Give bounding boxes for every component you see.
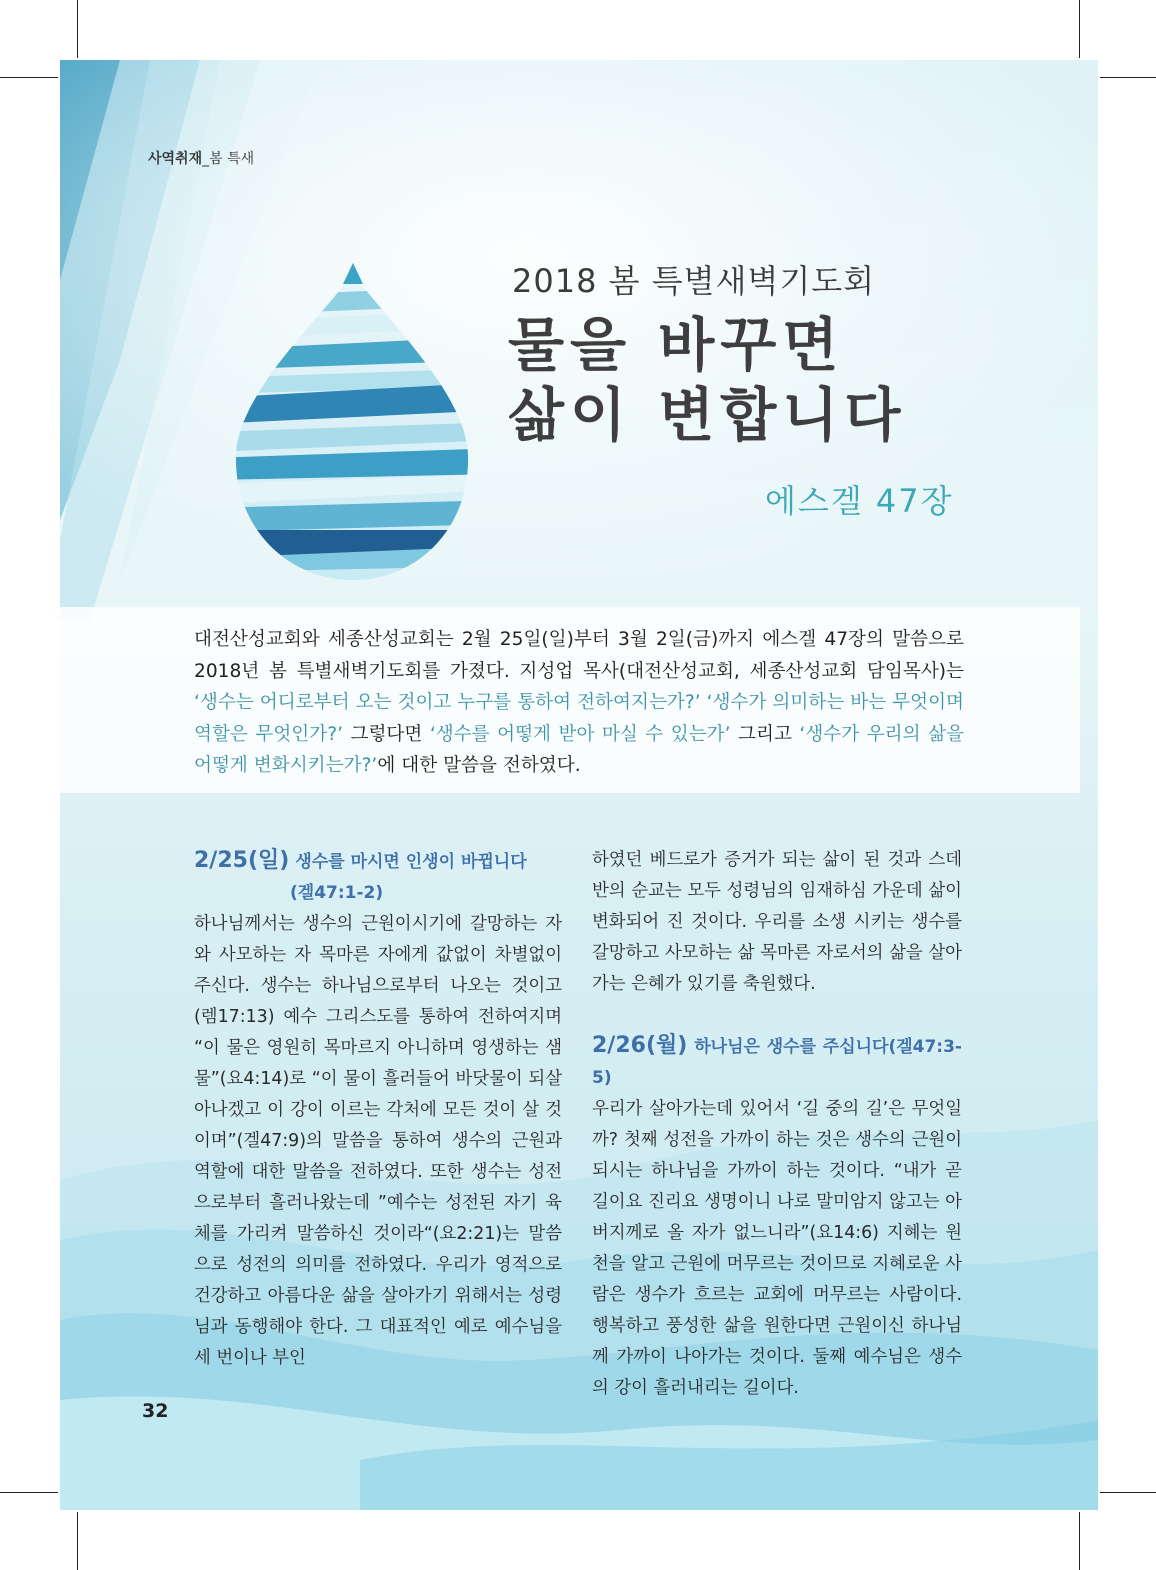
intro-text-2: 그렇다면	[343, 723, 430, 745]
crop-mark-top-right-h	[1100, 77, 1156, 78]
section-subname: _봄 특새	[202, 151, 255, 167]
title-line-2: 삶이 변합니다	[508, 381, 907, 449]
intro-paragraph	[194, 624, 964, 782]
intro-text-1: 대전산성교회와 세종산성교회는 2월 25일(일)부터 3월 2일(금)까지 에스겔 47장의 말씀으로 2018년 봄 특별새벽기도회를 가졌다. 지성업 목사(대전산성교회, 세종산성교회 담임목사)는	[194, 629, 964, 682]
column-right	[592, 845, 962, 1404]
section2-date: 2/26(월)	[592, 1033, 688, 1058]
crop-mark-top-right-v	[1079, 0, 1080, 58]
intro-highlight-2: ‘생수를 어떻게 받아 마실 수 있는가’	[429, 723, 731, 745]
intro-text-3: 그리고	[730, 723, 800, 745]
crop-mark-top-left-v	[77, 0, 78, 58]
section2-title: 하나님은 생수를 주십니다(겔47:3-5)	[592, 1037, 962, 1088]
title-line-1: 물을 바꾸면	[508, 311, 845, 379]
intro-highlight-1: ‘생수는 어디로부터 오는 것이고 누구를 통하여 전하여지는가?’ ‘생수가 의미하는 바는 무엇이며 역할은 무엇인가?’	[194, 692, 964, 745]
section1-body-left: 하나님께서는 생수의 근원이시기에 갈망하는 자와 사모하는 자 목마른 자에게 값없이 차별없이 주신다. 생수는 하나님으로부터 나오는 것이고(렘17:13) 예수 그리스도를 통하여 전하여지며 “이 물은 영원히 목마르지 아니하며 영생하는 샘물”(요4:14)로 “이 물이 흘러들어 바닷물이 되살아나겠고 이 강이 이르는 각처에 모든 것이 살 것이며”(겔47:9)의 말씀을 통하여 생수의 근원과 역할에 대한 말씀을 전하였다. 또한 생수는 성전으로부터 흘러나왔는데 ”예수는 성전된 자기 육체를 가리켜 말씀하신 것이라“(요2:21)는 말씀으로 성전의 의미를 전하였다. 우리가 영적으로 건강하고 아름다운 삶을 살아가기 위해서는 성령님과 동행해야 한다. 그 대표적인 예로 예수님을 세 번이나 부인	[194, 914, 562, 1368]
crop-mark-bottom-right-v	[1079, 1512, 1080, 1570]
section1-heading	[194, 845, 562, 909]
crop-mark-bottom-left-h	[0, 1492, 58, 1493]
intro-highlight-3: ‘생수가 우리의 삶을 어떻게 변화시키는가?’	[194, 723, 964, 776]
section1-title: 생수를 마시면 인생이 바뀝니다	[295, 852, 527, 872]
article-subtitle: 2018 봄 특별새벽기도회	[512, 262, 876, 300]
article-title	[508, 310, 906, 450]
section1-body-right: 하였던 베드로가 증거가 되는 삶이 된 것과 스데반의 순교는 모두 성령님의 임재하심 가운데 삶이 변화되어 진 것이다. 우리를 소생 시키는 생수를 갈망하고 사모하는 삶 목마른 자로서의 삶을 살아가는 은혜가 있기를 축원했다.	[592, 850, 962, 994]
section-label	[148, 148, 254, 168]
page-number: 32	[142, 1400, 169, 1422]
column-left	[194, 845, 562, 1374]
section1-date: 2/25(일)	[194, 848, 290, 873]
section2-heading	[592, 1030, 962, 1094]
crop-mark-bottom-left-v	[77, 1512, 78, 1570]
magazine-page	[60, 60, 1098, 1510]
section-name: 사역취재	[148, 151, 203, 167]
intro-text-4: 에 대한 말씀을 전하였다.	[377, 755, 581, 776]
scripture-reference: 에스겔 47장	[765, 482, 954, 520]
section2-body: 우리가 살아가는데 있어서 ‘길 중의 길’은 무엇일까? 첫째 성전을 가까이 하는 것은 생수의 근원이 되시는 하나님을 가까이 하는 것이다. “내가 곧 길이요 진리요 생명이니 나로 말미암지 않고는 아버지께로 올 자가 없느니라”(요14:6) 지혜는 원천을 알고 근원에 머무르는 것이므로 지혜로운 사람은 생수가 흐르는 교회에 머무르는 사람이다. 행복하고 풍성한 삶을 원한다면 근원이신 하나님께 가까이 나아가는 것이다. 둘째 예수님은 생수의 강이 흘러내리는 길이다.	[592, 1099, 962, 1398]
crop-mark-bottom-right-h	[1100, 1492, 1156, 1493]
crop-mark-top-left-h	[0, 77, 58, 78]
section1-ref: (겔47:1-2)	[290, 883, 384, 903]
